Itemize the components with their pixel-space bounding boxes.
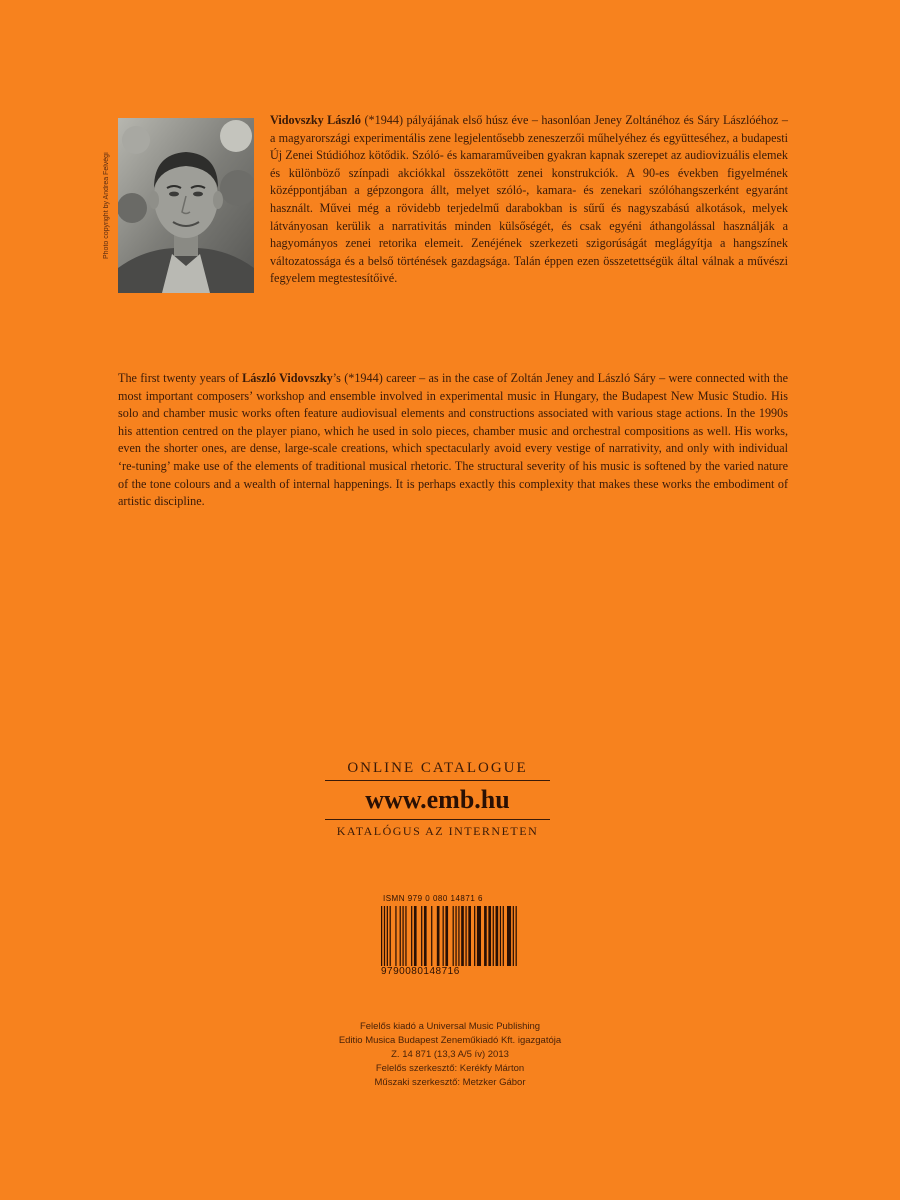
barcode-bar [445, 906, 448, 966]
barcode-bar [516, 906, 517, 966]
english-composer-name: László Vidovszky [242, 371, 333, 385]
barcode-bar [496, 906, 499, 966]
english-biography [118, 370, 788, 511]
photo-spacer [118, 112, 270, 296]
publisher-imprint [250, 1020, 650, 1090]
barcode-bar [402, 906, 403, 966]
hungarian-biography [118, 112, 788, 296]
catalogue-url[interactable]: www.emb.hu [365, 785, 510, 814]
barcode-bar [503, 906, 504, 966]
barcode-bar [461, 906, 464, 966]
barcode-bar [484, 906, 487, 966]
hungarian-composer-name: Vidovszky László [270, 113, 362, 127]
barcode-bar [387, 906, 388, 966]
imprint-line: Z. 14 871 (13,3 A/5 ív) 2013 [391, 1049, 509, 1060]
barcode-bar [493, 906, 494, 966]
barcode-bar [414, 906, 417, 966]
barcode-bar [455, 906, 456, 966]
barcode-bar [507, 906, 511, 966]
online-catalogue-block [325, 758, 550, 840]
photo-credit: Photo copyright by Andrea Felvégi [103, 152, 110, 259]
english-text-before: The first twenty years of [118, 371, 243, 385]
imprint-line: Felelős szerkesztő: Kerékfy Márton [375, 1063, 525, 1074]
catalogue-subheading: KATALÓGUS AZ INTERNETEN [336, 824, 539, 838]
barcode-bar [431, 906, 432, 966]
barcode-bar [465, 906, 466, 966]
barcode-bar [421, 906, 422, 966]
barcode-bars [381, 906, 517, 966]
barcode-bar [424, 906, 427, 966]
barcode-bar [400, 906, 401, 966]
catalogue-rule-bottom [325, 819, 550, 820]
barcode-bar [443, 906, 444, 966]
barcode-bar [453, 906, 454, 966]
barcode-bar [458, 906, 459, 966]
barcode-block [371, 890, 527, 990]
barcode-bar [474, 906, 475, 966]
barcode-bar [405, 906, 406, 966]
catalogue-heading: ONLINE CATALOGUE [347, 760, 528, 776]
imprint-line: Műszaki szerkesztő: Metzker Gábor [374, 1077, 526, 1088]
barcode-bar [500, 906, 501, 966]
english-text-after: ’s (*1944) career – as in the case of Zoltán Jeney and László Sáry – were connected with the most important composers’ workshop and ensemble involved in experimental music in Hungary, the Budapest New Music Studio. His solo and chamber music works often feature audiovisual elements and constructions associated with various stage actions. In the 1990s his attention centred on the player piano, which he used in solo pieces, chamber music and orchestral compositions as well. His works, even the shorter ones, are dense, large-scale creations, which spectacularly avoid every vestige of narrativity, and only with individual ‘re-tuning’ make use of the elements of traditional musical rhetoric. The structural severity of his music is softened by the varied nature of the tone colours and a wealth of internal happenings. It is perhaps exactly this complexity that makes these works the embodiment of artistic discipline. [118, 371, 789, 509]
barcode-bar [411, 906, 412, 966]
barcode-bar [390, 906, 391, 966]
barcode-bar [477, 906, 481, 966]
barcode-digits: 9790080148716 [381, 966, 460, 977]
barcode-bar [488, 906, 491, 966]
imprint-line: Felelős kiadó a Universal Music Publishing [359, 1021, 541, 1032]
ismn-number: ISMN 979 0 080 14871 6 [383, 894, 483, 903]
barcode-bar [513, 906, 514, 966]
barcode-bar [395, 906, 396, 966]
imprint-line: Editio Musica Budapest Zeneműkiadó Kft. igazgatója [338, 1035, 562, 1046]
barcode-bar [381, 906, 382, 966]
barcode-bar [437, 906, 440, 966]
barcode-bar [384, 906, 385, 966]
catalogue-rule-top [325, 780, 550, 781]
barcode-bar [468, 906, 471, 966]
hungarian-biography-text: (*1944) pályájának első húsz éve – hasonlóan Jeney Zoltánéhoz és Sáry Lászlóéhoz – a magyarországi experimentális zene legjelentősebb zeneszerzői műhelyéhez és együtteséhez, a budapesti Új Zenei Stúdióhoz kötődik. Szóló- és kamaraműveiben gyakran kapnak szerepet az audiovizuális elemek és különböző színpadi akciókkal összekötött zenei konstrukciók. A 90-es években figyelmének középpontjában a gépzongora állt, melyet szóló-, kamara- és zenekari szólóhangszerként egyaránt használt. Művei még a rövidebb terjedelmű darabokban is sűrű és nagyszabású alkotások, melyek látványosan kerülik a narrativitás minden külsőségét, és csak egyéni áthangolással használják a hagyományos zenei retorika elemeit. Zenéjének szerkezeti szigorúságát meglágyítja a hangszínek változatossága és a belső történések gazdagsága. Talán éppen ezen összetettségük által válnak a művészi fegyelem megtestesítőivé. [270, 113, 788, 286]
